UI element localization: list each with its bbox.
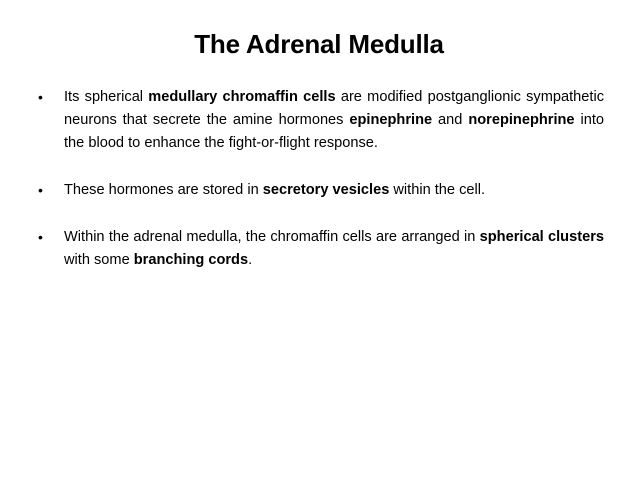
text-segment: Within the adrenal medulla, the chromaffin cells are arranged in (64, 229, 480, 245)
bold-term: medullary chromaffin cells (148, 89, 336, 105)
text-segment: into the blood to enhance the fight-or-flight response. (64, 112, 604, 151)
text-segment: . (248, 252, 253, 268)
bullet-dot: • (38, 229, 43, 245)
bullet-text-1 (64, 89, 604, 151)
bold-term: secretory vesicles (262, 182, 390, 198)
bullet-list (38, 86, 604, 272)
bold-term: branching cords (133, 252, 249, 268)
bold-term: epinephrine (349, 112, 433, 128)
bullet-text-2 (64, 182, 485, 198)
bold-term: spherical clusters (479, 229, 604, 245)
bold-term: norepinephrine (468, 112, 575, 128)
text-segment: and (432, 112, 469, 128)
bullet-text-3 (64, 229, 604, 268)
text-segment: are modified postganglionic sympathetic neurons that secrete the amine hormones (64, 89, 604, 128)
bullet-item-1 (38, 86, 604, 155)
bullet-dot: • (38, 89, 43, 105)
text-segment: Its spherical (64, 89, 149, 105)
bullet-item-3 (38, 226, 604, 272)
text-segment: These hormones are stored in (64, 182, 263, 198)
text-segment: with some (64, 252, 134, 268)
text-segment: within the cell. (389, 182, 486, 198)
slide-title: The Adrenal Medulla (194, 29, 444, 59)
bullet-item-2 (38, 179, 604, 202)
bullet-dot: • (38, 182, 43, 198)
